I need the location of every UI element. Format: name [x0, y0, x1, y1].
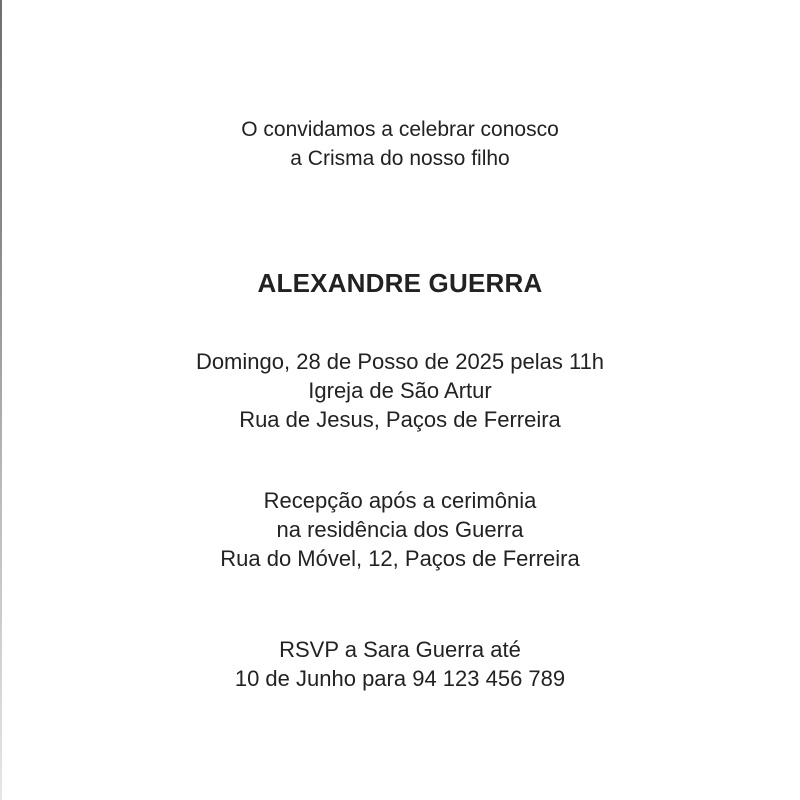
honoree-name: ALEXANDRE GUERRA — [257, 268, 543, 298]
intro-line-1: O convidamos a celebrar conosco — [241, 118, 559, 141]
reception-address: Rua do Móvel, 12, Paços de Ferreira — [220, 546, 580, 571]
reception-line-1: Recepção após a cerimônia — [263, 488, 537, 513]
reception-line-2: na residência dos Guerra — [276, 517, 524, 542]
ceremony-details — [0, 347, 800, 434]
intro-line-2: a Crisma do nosso filho — [290, 147, 510, 170]
rsvp-line-1: RSVP a Sara Guerra até — [279, 637, 521, 662]
rsvp-details — [0, 635, 800, 693]
ceremony-date-time: Domingo, 28 de Posso de 2025 pelas 11h — [195, 349, 605, 374]
ceremony-venue: Igreja de São Artur — [308, 378, 492, 403]
rsvp-line-2: 10 de Junho para 94 123 456 789 — [234, 666, 566, 691]
ceremony-address: Rua de Jesus, Paços de Ferreira — [239, 407, 561, 432]
intro-text — [0, 115, 800, 173]
reception-details — [0, 486, 800, 573]
